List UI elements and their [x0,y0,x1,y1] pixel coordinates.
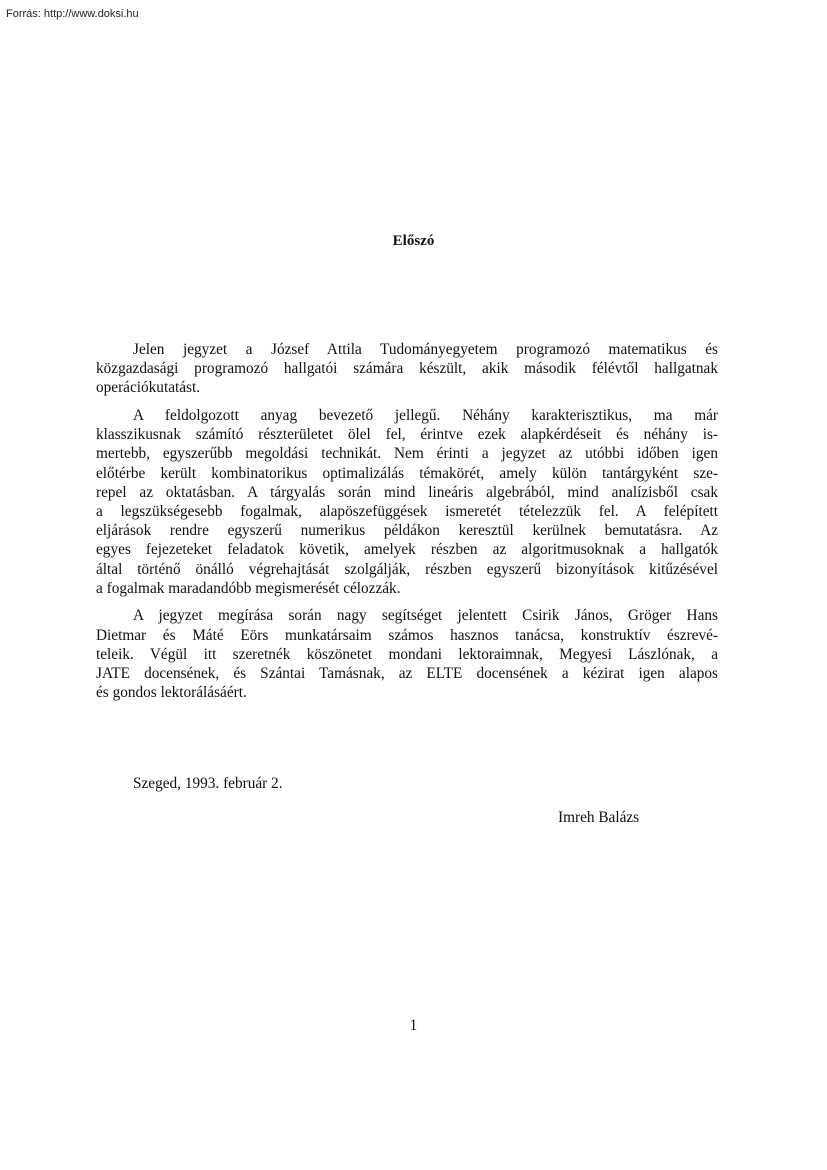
text-line: és gondos lektorálásáért. [96,684,247,702]
text-line: előtérbe került kombinatorikus optimalizálás témakörét, amely külön tantárgyként sze- [96,464,718,482]
text-line: eljárások rendre egyszerű numerikus példákon keresztül kerülnek bemutatásra. Az [96,522,718,540]
text-line: operációkutatást. [96,379,201,397]
text-line: A jegyzet megírása során nagy segítséget jelentett Csirik János, Gröger Hans [133,607,718,625]
text-line: A feldolgozott anyag bevezető jellegű. Néhány karakterisztikus, ma már [133,407,718,425]
page-number: 1 [409,1017,418,1034]
text-line: mertebb, egyszerűbb megoldási technikát. Nem érinti a jegyzet az utóbbi időben igen [96,445,718,463]
text-line: közgazdasági programozó hallgatói számára készült, akik második félévtől hallgatnak [96,360,718,378]
paragraph-3 [96,606,718,702]
text-line: teleik. Végül itt szeretnék köszönetet mondani lektoraimnak, Megyesi Lászlónak, a [96,645,718,663]
text-line: a fogalmak maradandóbb megismerését célozzák. [96,579,401,597]
text-line: a legszükségesebb fogalmak, alapöszefüggések ismeretét tételezzük fel. A felépített [96,503,718,520]
paragraph-1 [96,340,718,398]
preface-body [96,340,718,702]
paragraph-2 [96,406,718,598]
text-line: által történő önálló végrehajtását szolgálják, részben egyszerű bizonyítások kitűzésével [96,560,718,578]
text-line: egyes fejezeteket feladatok követik, amelyek részben az algoritmusoknak a hallgatók [96,541,718,559]
text-line: Jelen jegyzet a József Attila Tudományegyetem programozó matematikus és [133,341,718,358]
place-date: Szeged, 1993. február 2. [133,775,283,792]
author-name: Imreh Balázs [558,809,640,826]
page-title: Előszó [392,233,435,249]
source-url-header: Forrás: http://www.doksi.hu [6,8,139,20]
text-line: JATE docensének, és Szántai Tamásnak, az ELTE docensének a kézirat igen alapos [96,665,718,682]
text-line: klasszikusnak számító részterületet ölel fel, érintve ezek alapkérdéseit és néhány is- [96,426,718,444]
text-line: Dietmar és Máté Eörs munkatársaim számos hasznos tanácsa, konstruktív észrevé- [96,626,718,644]
text-line: repel az oktatásban. A tárgyalás során mind lineáris algebrából, mind analízisből csak [96,483,718,501]
